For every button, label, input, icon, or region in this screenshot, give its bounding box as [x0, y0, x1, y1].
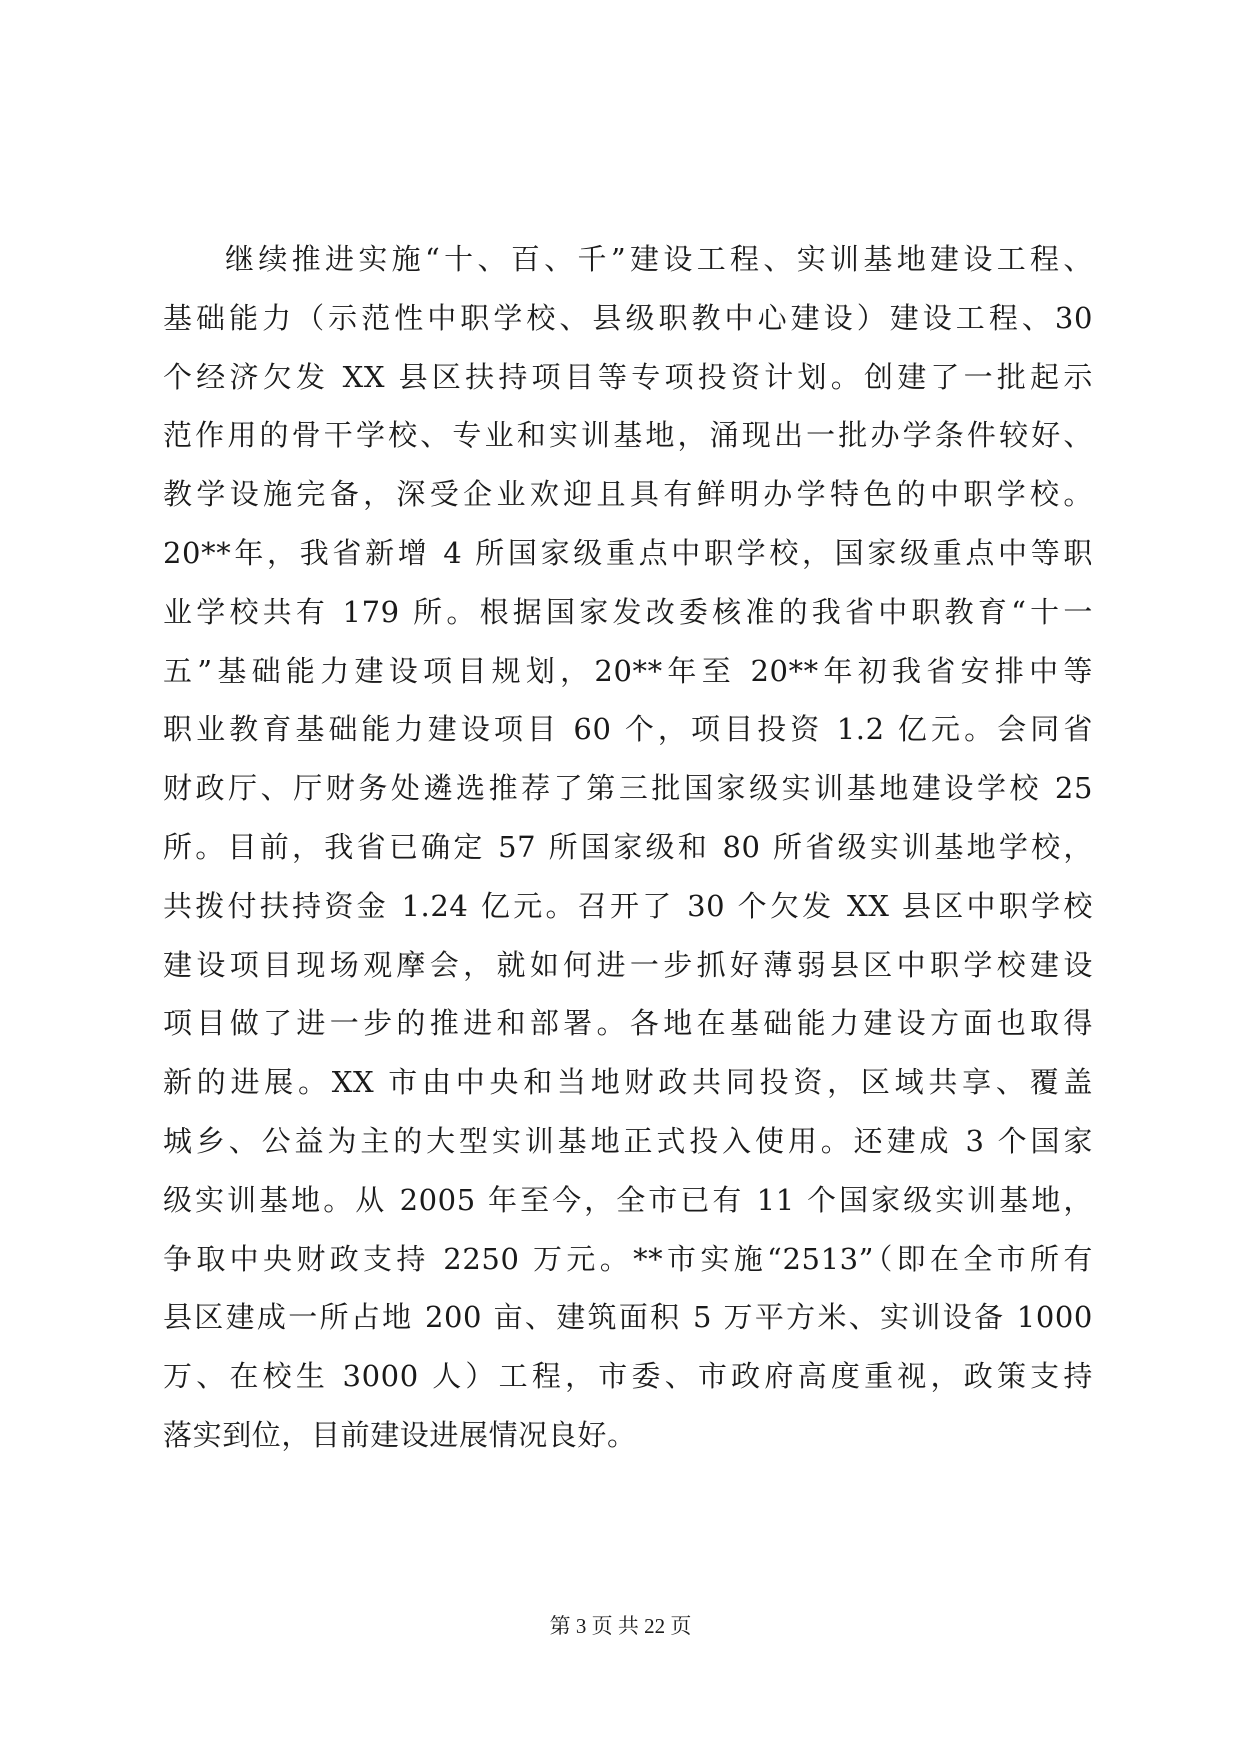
paragraph-line: 20**年，我省新增 4 所国家级重点中职学校，国家级重点中等职 — [163, 535, 1093, 570]
page-number: 第 3 页 共 22 页 — [549, 1614, 692, 1638]
paragraph-line: 个经济欠发 XX 县区扶持项目等专项投资计划。创建了一批起示 — [163, 359, 1093, 394]
paragraph-line: 基础能力（示范性中职学校、县级职教中心建设）建设工程、30 — [163, 300, 1093, 335]
paragraph-line: 财政厅、厅财务处遴选推荐了第三批国家级实训基地建设学校 25 — [163, 771, 1093, 806]
paragraph-line: 五”基础能力建设项目规划，20**年至 20**年初我省安排中等 — [163, 653, 1093, 688]
body-paragraph — [163, 230, 1093, 1465]
paragraph-line: 万、在校生 3000 人）工程，市委、市政府高度重视，政策支持 — [163, 1359, 1093, 1394]
paragraph-line: 新的进展。XX 市由中央和当地财政共同投资，区域共享、覆盖 — [163, 1065, 1093, 1100]
page-footer — [0, 1610, 1241, 1640]
paragraph-line: 继续推进实施“十、百、千”建设工程、实训基地建设工程、 — [225, 242, 1093, 276]
paragraph-line: 落实到位，目前建设进展情况良好。 — [163, 1417, 637, 1452]
paragraph-line: 项目做了进一步的推进和部署。各地在基础能力建设方面也取得 — [163, 1006, 1093, 1041]
paragraph-line: 业学校共有 179 所。根据国家发改委核准的我省中职教育“十一 — [163, 594, 1093, 629]
paragraph-line: 争取中央财政支持 2250 万元。**市实施“2513”（即在全市所有 — [163, 1241, 1093, 1276]
paragraph-line: 建设项目现场观摩会，就如何进一步抓好薄弱县区中职学校建设 — [163, 947, 1093, 982]
paragraph-line: 职业教育基础能力建设项目 60 个，项目投资 1.2 亿元。会同省 — [163, 712, 1093, 747]
paragraph-line: 共拨付扶持资金 1.24 亿元。召开了 30 个欠发 XX 县区中职学校 — [163, 888, 1093, 923]
paragraph-line: 所。目前，我省已确定 57 所国家级和 80 所省级实训基地学校， — [163, 829, 1093, 864]
paragraph-line: 范作用的骨干学校、专业和实训基地，涌现出一批办学条件较好、 — [163, 418, 1093, 453]
paragraph-line: 教学设施完备，深受企业欢迎且具有鲜明办学特色的中职学校。 — [163, 477, 1093, 512]
paragraph-line: 城乡、公益为主的大型实训基地正式投入使用。还建成 3 个国家 — [163, 1123, 1093, 1158]
paragraph-line: 级实训基地。从 2005 年至今，全市已有 11 个国家级实训基地， — [163, 1182, 1093, 1217]
paragraph-line: 县区建成一所占地 200 亩、建筑面积 5 万平方米、实训设备 1000 — [163, 1300, 1093, 1335]
